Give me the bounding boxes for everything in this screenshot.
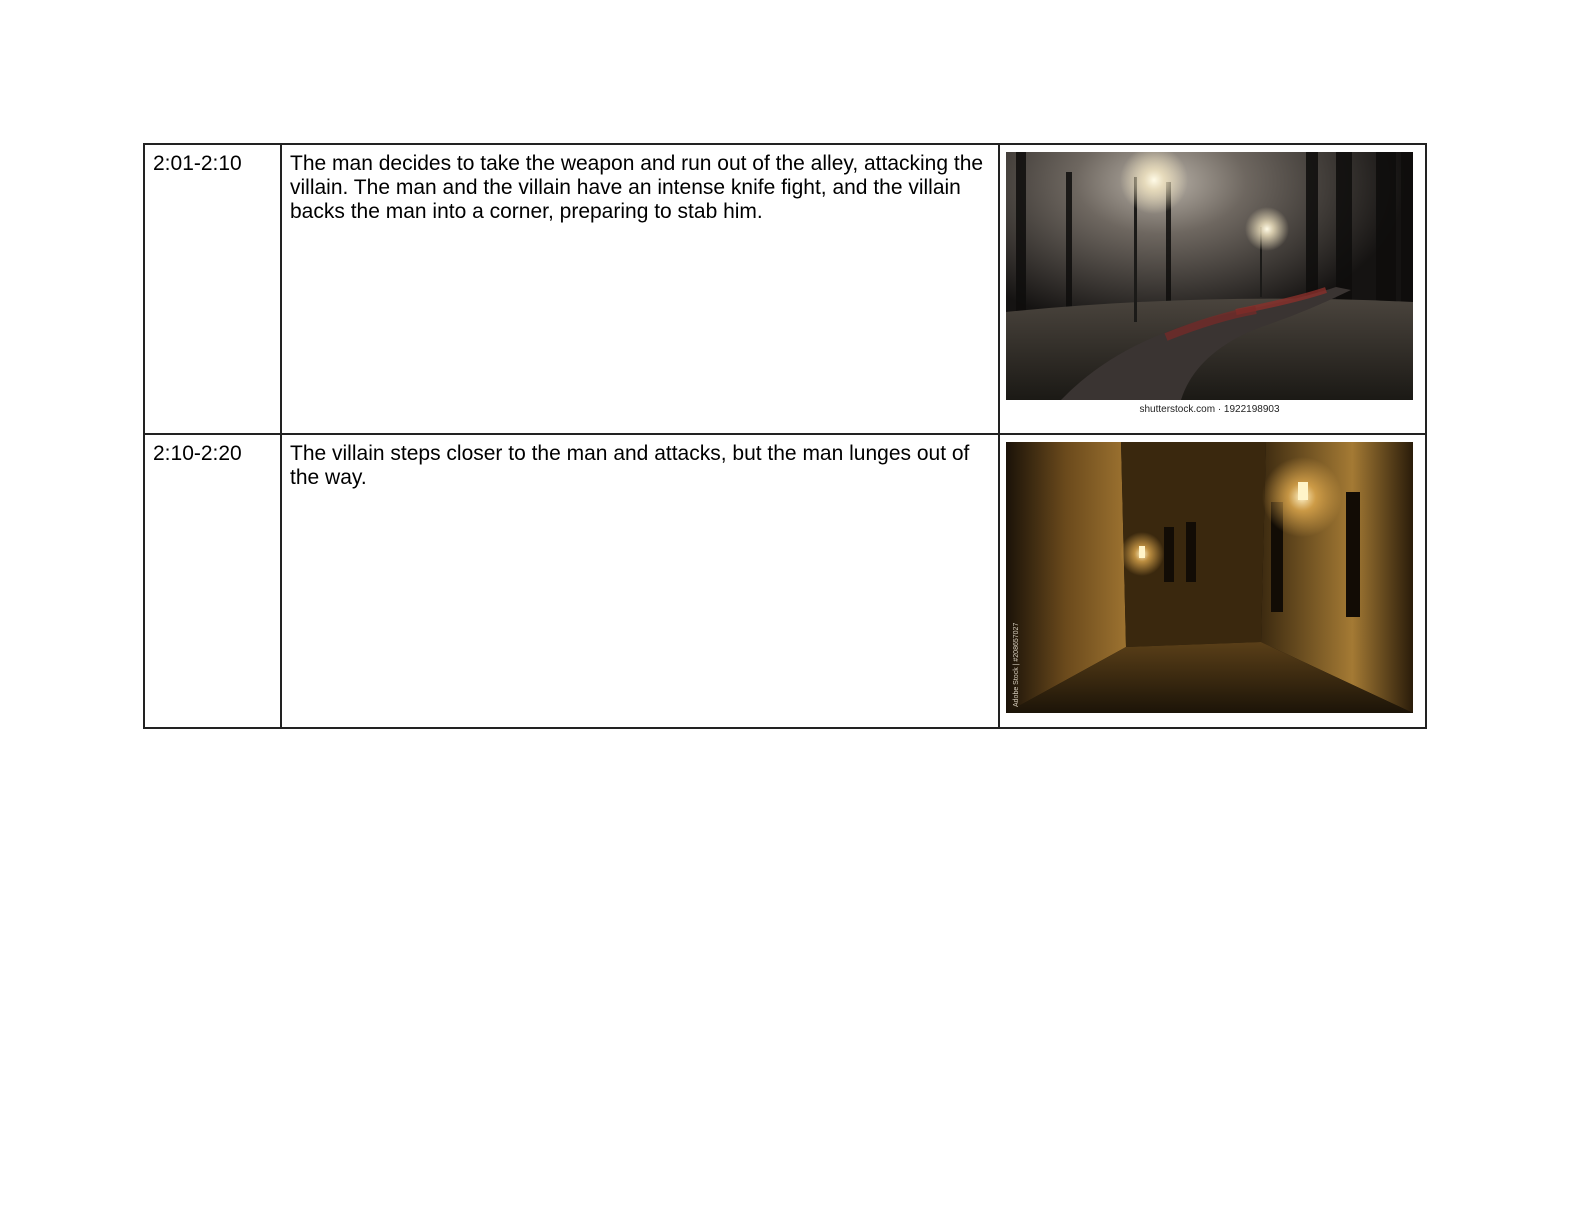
timecode: 2:10-2:20 bbox=[153, 442, 242, 465]
time-cell bbox=[144, 434, 281, 728]
image-cell bbox=[999, 434, 1426, 728]
night-alley-image bbox=[1006, 442, 1413, 713]
scene-description: The villain steps closer to the man and attacks, but the man lunges out of the way. bbox=[290, 442, 970, 489]
image-credit: shutterstock.com · 1922198903 bbox=[1139, 404, 1280, 415]
storyboard-table bbox=[143, 143, 1427, 729]
description-cell bbox=[281, 144, 999, 434]
table-row bbox=[144, 434, 1426, 728]
foggy-park-path-image bbox=[1006, 152, 1413, 400]
image-cell bbox=[999, 144, 1426, 434]
image-watermark: Adobe Stock | #208657027 bbox=[1013, 622, 1020, 707]
description-cell bbox=[281, 434, 999, 728]
time-cell bbox=[144, 144, 281, 434]
table-row bbox=[144, 144, 1426, 434]
timecode: 2:01-2:10 bbox=[153, 152, 242, 175]
scene-description: The man decides to take the weapon and run out of the alley, attacking the villain. The man and the villain have an intense knife fight, and the villain backs the man into a corner, preparing to stab him. bbox=[290, 152, 984, 223]
